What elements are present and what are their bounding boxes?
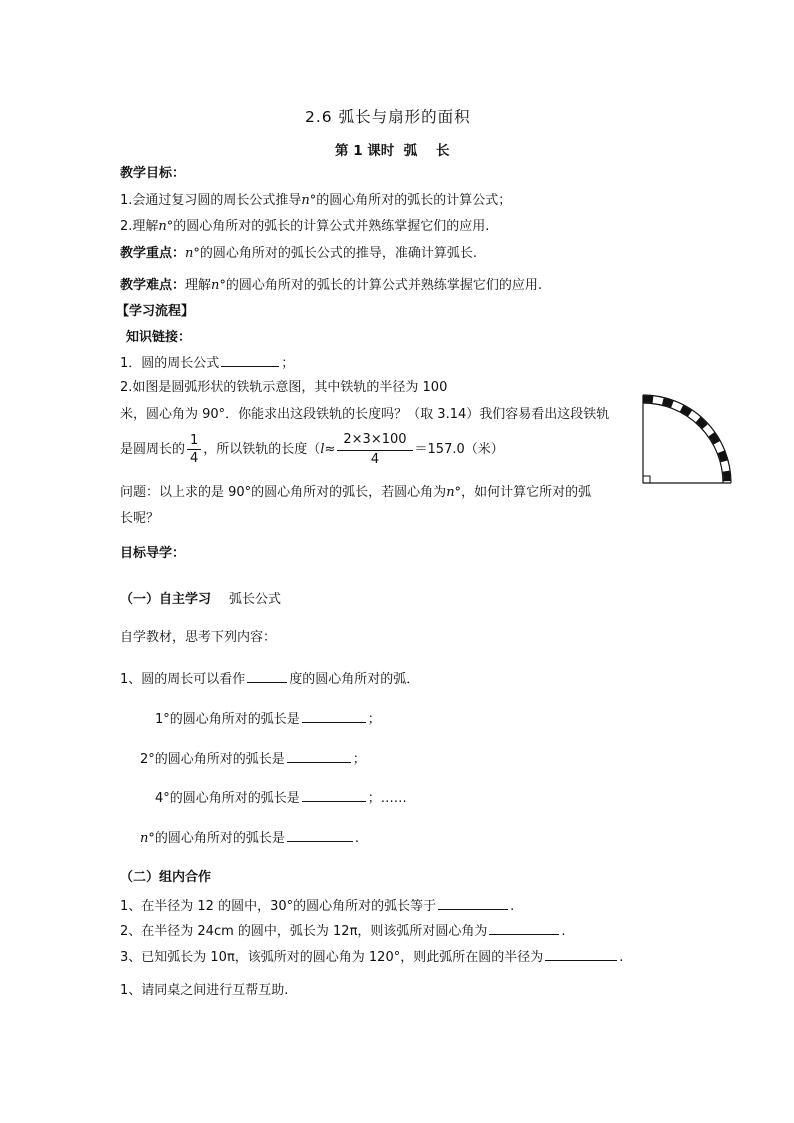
knowledge-q1-end: ； bbox=[281, 356, 295, 371]
focus-label: 教学重点： bbox=[120, 246, 186, 261]
self-study-4deg bbox=[155, 789, 407, 807]
approx-sign: ≈ bbox=[324, 442, 336, 458]
knowledge-q3-text-b: ，如何计算它所对的弧 bbox=[461, 485, 592, 500]
arc-4deg-text: 4°的圆心角所对的弧长是 bbox=[155, 791, 300, 806]
period: . bbox=[619, 950, 624, 965]
group-note: 1、请同桌之间进行互帮互助. bbox=[120, 983, 289, 998]
inner-arc bbox=[643, 403, 723, 483]
answer-blank[interactable] bbox=[545, 948, 617, 961]
answer-blank[interactable] bbox=[221, 354, 279, 367]
n-degree: n° bbox=[211, 278, 226, 293]
self-study-2deg bbox=[140, 750, 366, 768]
fraction-numerator: 1 bbox=[187, 433, 201, 451]
guide-heading: 目标导学： bbox=[120, 546, 186, 561]
difficulty-text-b: 的圆心角所对的弧长的计算公式并熟练掌握它们的应用. bbox=[225, 278, 543, 293]
group-q3-text: 3、已知弧长为 10π，该弧所对的圆心角为 120°，则此弧所在圆的半径为 bbox=[120, 950, 544, 965]
goal-item-2 bbox=[120, 219, 489, 235]
self-study-q1-text-b: 度的圆心角所对的弧． bbox=[289, 672, 420, 687]
semicolon: ； bbox=[367, 712, 381, 727]
group-q2 bbox=[120, 922, 566, 940]
teaching-difficulty bbox=[120, 278, 542, 294]
page-title: 2.6 弧长与扇形的面积 bbox=[305, 108, 471, 126]
semicolon: ； bbox=[352, 752, 366, 767]
group-heading: （二）组内合作 bbox=[120, 870, 212, 885]
knowledge-q2-line3-text: 是圆周长的 bbox=[120, 442, 186, 458]
formula-numerator: 2×3×100 bbox=[337, 432, 412, 451]
answer-blank[interactable] bbox=[302, 710, 366, 723]
self-study-1deg bbox=[155, 710, 381, 728]
n-degree: n° bbox=[301, 193, 317, 208]
railway-arc-diagram bbox=[640, 392, 734, 486]
answer-blank[interactable] bbox=[247, 670, 287, 683]
period: . bbox=[561, 924, 566, 939]
answer-blank[interactable] bbox=[489, 922, 559, 935]
focus-text: 的圆心角所对的弧长公式的推导，准确计算弧长. bbox=[199, 246, 478, 261]
knowledge-q2-line3 bbox=[120, 432, 504, 467]
railway-sleepers bbox=[643, 399, 727, 483]
semicolon-ellipsis: ；…… bbox=[367, 791, 407, 806]
goal-item-1-text-a: 1.会通过复习圆的周长公式推导 bbox=[120, 193, 302, 208]
group-q1-text: 1、在半径为 12 的圆中，30°的圆心角所对的弧长等于 bbox=[120, 899, 437, 914]
self-study-title: （一）自主学习 bbox=[120, 592, 212, 607]
length-formula-fraction bbox=[337, 432, 412, 467]
knowledge-q1 bbox=[120, 354, 294, 372]
group-q2-text: 2、在半径为 24cm 的圆中，弧长为 12π，则该弧所对圆心角为 bbox=[120, 924, 488, 939]
knowledge-q2-line2: 米，圆心角为 90°．你能求出这段铁轨的长度吗？（取 3.14）我们容易看出这段铁轨 bbox=[120, 407, 610, 422]
knowledge-q2-line1: 2.如图是圆弧形状的铁轨示意图，其中铁轨的半径为 100 bbox=[120, 380, 448, 395]
difficulty-text-a: 理解 bbox=[185, 278, 212, 293]
arc-1deg-text: 1°的圆心角所对的弧长是 bbox=[155, 712, 300, 727]
answer-blank[interactable] bbox=[287, 750, 351, 763]
self-study-topic: 弧长公式 bbox=[229, 592, 282, 607]
length-variable: l bbox=[320, 442, 325, 458]
group-q3 bbox=[120, 948, 623, 966]
self-study-ndeg bbox=[140, 829, 359, 847]
flow-heading: 【学习流程】 bbox=[116, 304, 195, 319]
n-degree: n° bbox=[140, 831, 155, 846]
knowledge-q2-line3-mid: ，所以铁轨的长度（ bbox=[203, 442, 321, 458]
formula-result: ＝157.0（米） bbox=[414, 442, 504, 458]
knowledge-heading: 知识链接： bbox=[126, 330, 192, 345]
n-degree: n° bbox=[446, 485, 462, 500]
self-study-q1-text-a: 1、圆的周长可以看作 bbox=[120, 672, 246, 687]
right-angle-mark bbox=[643, 476, 650, 483]
knowledge-q1-text: 1．圆的周长公式 bbox=[120, 356, 220, 371]
fraction-denominator: 4 bbox=[190, 451, 199, 467]
self-study-intro: 自学教材，思考下列内容： bbox=[120, 630, 277, 645]
arc-ndeg-text: 的圆心角所对的弧长是 bbox=[154, 831, 285, 846]
goal-item-2-text-a: 2.理解 bbox=[120, 219, 159, 234]
fraction-one-quarter bbox=[187, 433, 201, 467]
goal-item-1-text-b: 的圆心角所对的弧长的计算公式； bbox=[316, 193, 512, 208]
goals-heading: 教学目标： bbox=[120, 166, 186, 181]
knowledge-q3-text-a: 问题：以上求的是 90°的圆心角所对的弧长，若圆心角为 bbox=[120, 485, 447, 500]
goal-item-1 bbox=[120, 193, 511, 209]
period: . bbox=[510, 899, 515, 914]
arc-2deg-text: 2°的圆心角所对的弧长是 bbox=[140, 752, 285, 767]
self-study-q1 bbox=[120, 670, 419, 688]
n-degree: n° bbox=[158, 219, 174, 234]
answer-blank[interactable] bbox=[302, 789, 366, 802]
answer-blank[interactable] bbox=[438, 897, 508, 910]
teaching-focus bbox=[120, 246, 477, 262]
knowledge-q3-line2: 长呢？ bbox=[120, 511, 160, 526]
period: . bbox=[354, 831, 360, 846]
self-study-heading bbox=[120, 592, 281, 608]
lesson-subtitle: 第 1 课时 弧 长 bbox=[335, 143, 450, 159]
group-q1 bbox=[120, 897, 514, 915]
formula-denominator: 4 bbox=[370, 451, 380, 467]
n-degree: n° bbox=[185, 246, 200, 261]
answer-blank[interactable] bbox=[287, 829, 353, 842]
difficulty-label: 教学难点： bbox=[120, 278, 186, 293]
knowledge-q3-line1 bbox=[120, 485, 591, 501]
goal-item-2-text-b: 的圆心角所对的弧长的计算公式并熟练掌握它们的应用. bbox=[173, 219, 490, 234]
